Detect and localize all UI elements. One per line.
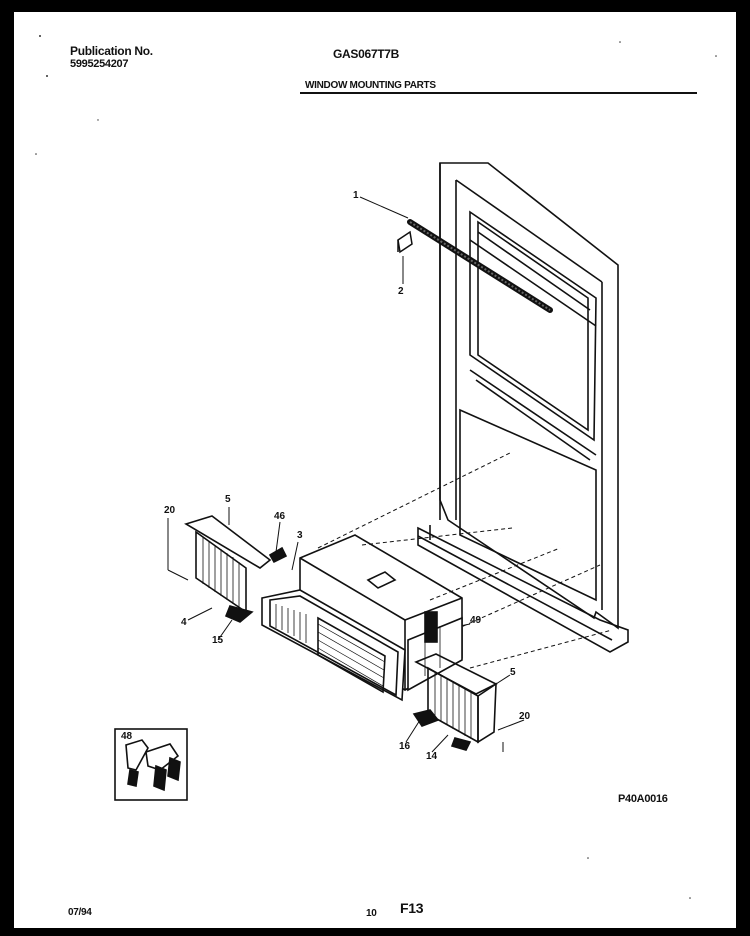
model-number: GAS067T7B <box>333 47 399 61</box>
figure-code: P40A0016 <box>618 793 668 805</box>
callout-1: 1 <box>353 190 359 201</box>
seal-strip-part-1 <box>410 222 550 310</box>
callout-49: 49 <box>470 615 482 626</box>
window-frame <box>418 163 628 652</box>
callout-20-right: 20 <box>519 711 531 722</box>
callout-2: 2 <box>398 286 404 297</box>
callout-48: 48 <box>121 731 133 742</box>
publication-number: 5995254207 <box>70 58 129 70</box>
scan-noise <box>35 35 717 899</box>
footer-page: 10 <box>366 908 377 919</box>
callout-20-left: 20 <box>164 505 176 516</box>
callout-16: 16 <box>399 741 411 752</box>
callout-5-right: 5 <box>510 667 516 678</box>
bracket-part-2 <box>398 232 412 252</box>
callout-14: 14 <box>426 751 438 762</box>
air-conditioner-unit <box>262 535 462 700</box>
callout-5-left: 5 <box>225 494 231 505</box>
callout-46: 46 <box>274 511 286 522</box>
footer-code: F13 <box>400 900 424 916</box>
callout-4: 4 <box>181 617 187 628</box>
section-title: WINDOW MOUNTING PARTS <box>305 80 436 91</box>
callout-15: 15 <box>212 635 224 646</box>
footer-date: 07/94 <box>68 907 92 918</box>
publication-label: Publication No. <box>70 44 153 58</box>
callout-3: 3 <box>297 530 303 541</box>
